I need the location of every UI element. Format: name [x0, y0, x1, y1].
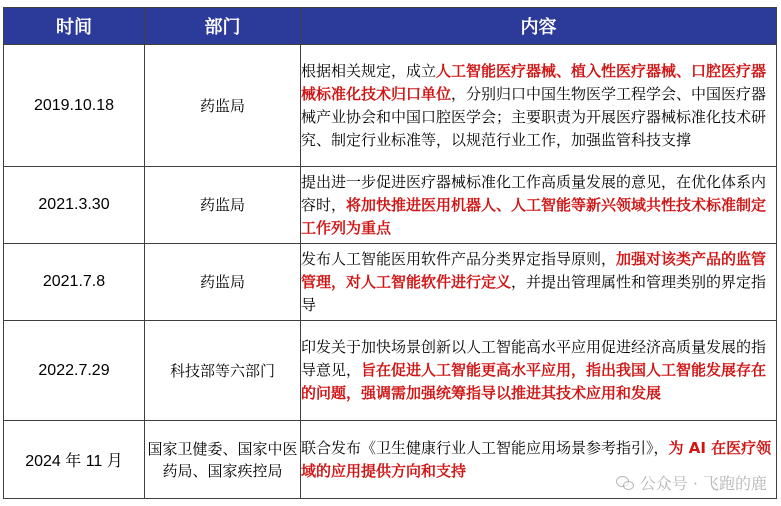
- header-content: 内容: [301, 8, 777, 45]
- row-date: 2022.7.29: [4, 321, 145, 421]
- watermark-text: 公众号 · 飞跑的鹿: [639, 474, 767, 493]
- content-segment: ，并提出管理属性和管理类别的界定指导: [301, 272, 767, 314]
- content-segment: 印发关于加快场景创新以人工智能高水平应用促进经济高质量发展的指导意见，: [301, 338, 767, 379]
- row-department: 药监局: [145, 45, 301, 167]
- table-row: [4, 321, 777, 421]
- content-segment: 根据相关规定，成立: [301, 61, 437, 80]
- row-content: [301, 321, 777, 421]
- table-row: [4, 45, 777, 167]
- wechat-icon: [616, 476, 634, 490]
- content-highlight: 为 AI 在医疗领域的应用提供方向和支持: [301, 438, 772, 480]
- table-header-row: [4, 8, 777, 45]
- content-segment: 联合发布《卫生健康行业人工智能应用场景参考指引》，: [301, 438, 669, 457]
- content-segment: 提出进一步促进医疗器械标准化工作高质量发展的意见，在优化体系内容时，: [301, 172, 767, 214]
- table-row: [4, 167, 777, 244]
- row-department: 科技部等六部门: [145, 321, 301, 421]
- content-highlight: 将加快推进医用机器人、人工智能等新兴领域共性技术标准制定工作列为重点: [301, 195, 767, 237]
- row-content: [301, 45, 777, 167]
- header-department: 部门: [145, 8, 301, 45]
- row-department: 国家卫健委、国家中医药局、国家疾控局: [145, 421, 301, 499]
- content-segment: ，分别归口中国生物医学工程学会、中国医疗器械产业协会和中国口腔医学会；主要职责为开展医疗器械标准化技术研究、制定行业标准等，以规范行业工作，加强监管科技支撑: [301, 84, 767, 149]
- content-highlight: 加强对该类产品的监管管理，对人工智能软件进行定义: [301, 249, 767, 291]
- content-highlight: 人工智能医疗器械、植入性医疗器械、口腔医疗器械标准化技术归口单位: [301, 61, 767, 103]
- content-segment: 发布人工智能医用软件产品分类界定指导原则，: [301, 249, 617, 268]
- row-date: 2024 年 11 月: [4, 421, 145, 499]
- header-time: 时间: [4, 8, 145, 45]
- row-date: 2019.10.18: [4, 45, 145, 167]
- row-content: [301, 244, 777, 321]
- watermark: [616, 471, 767, 494]
- row-department: 药监局: [145, 167, 301, 244]
- policy-table: [3, 7, 777, 499]
- row-content: [301, 167, 777, 244]
- content-highlight: 旨在促进人工智能更高水平应用，指出我国人工智能发展存在的问题，强调需加强统筹指导以推进其技术应用和发展: [301, 361, 767, 402]
- row-department: 药监局: [145, 244, 301, 321]
- row-date: 2021.7.8: [4, 244, 145, 321]
- table-row: [4, 244, 777, 321]
- row-date: 2021.3.30: [4, 167, 145, 244]
